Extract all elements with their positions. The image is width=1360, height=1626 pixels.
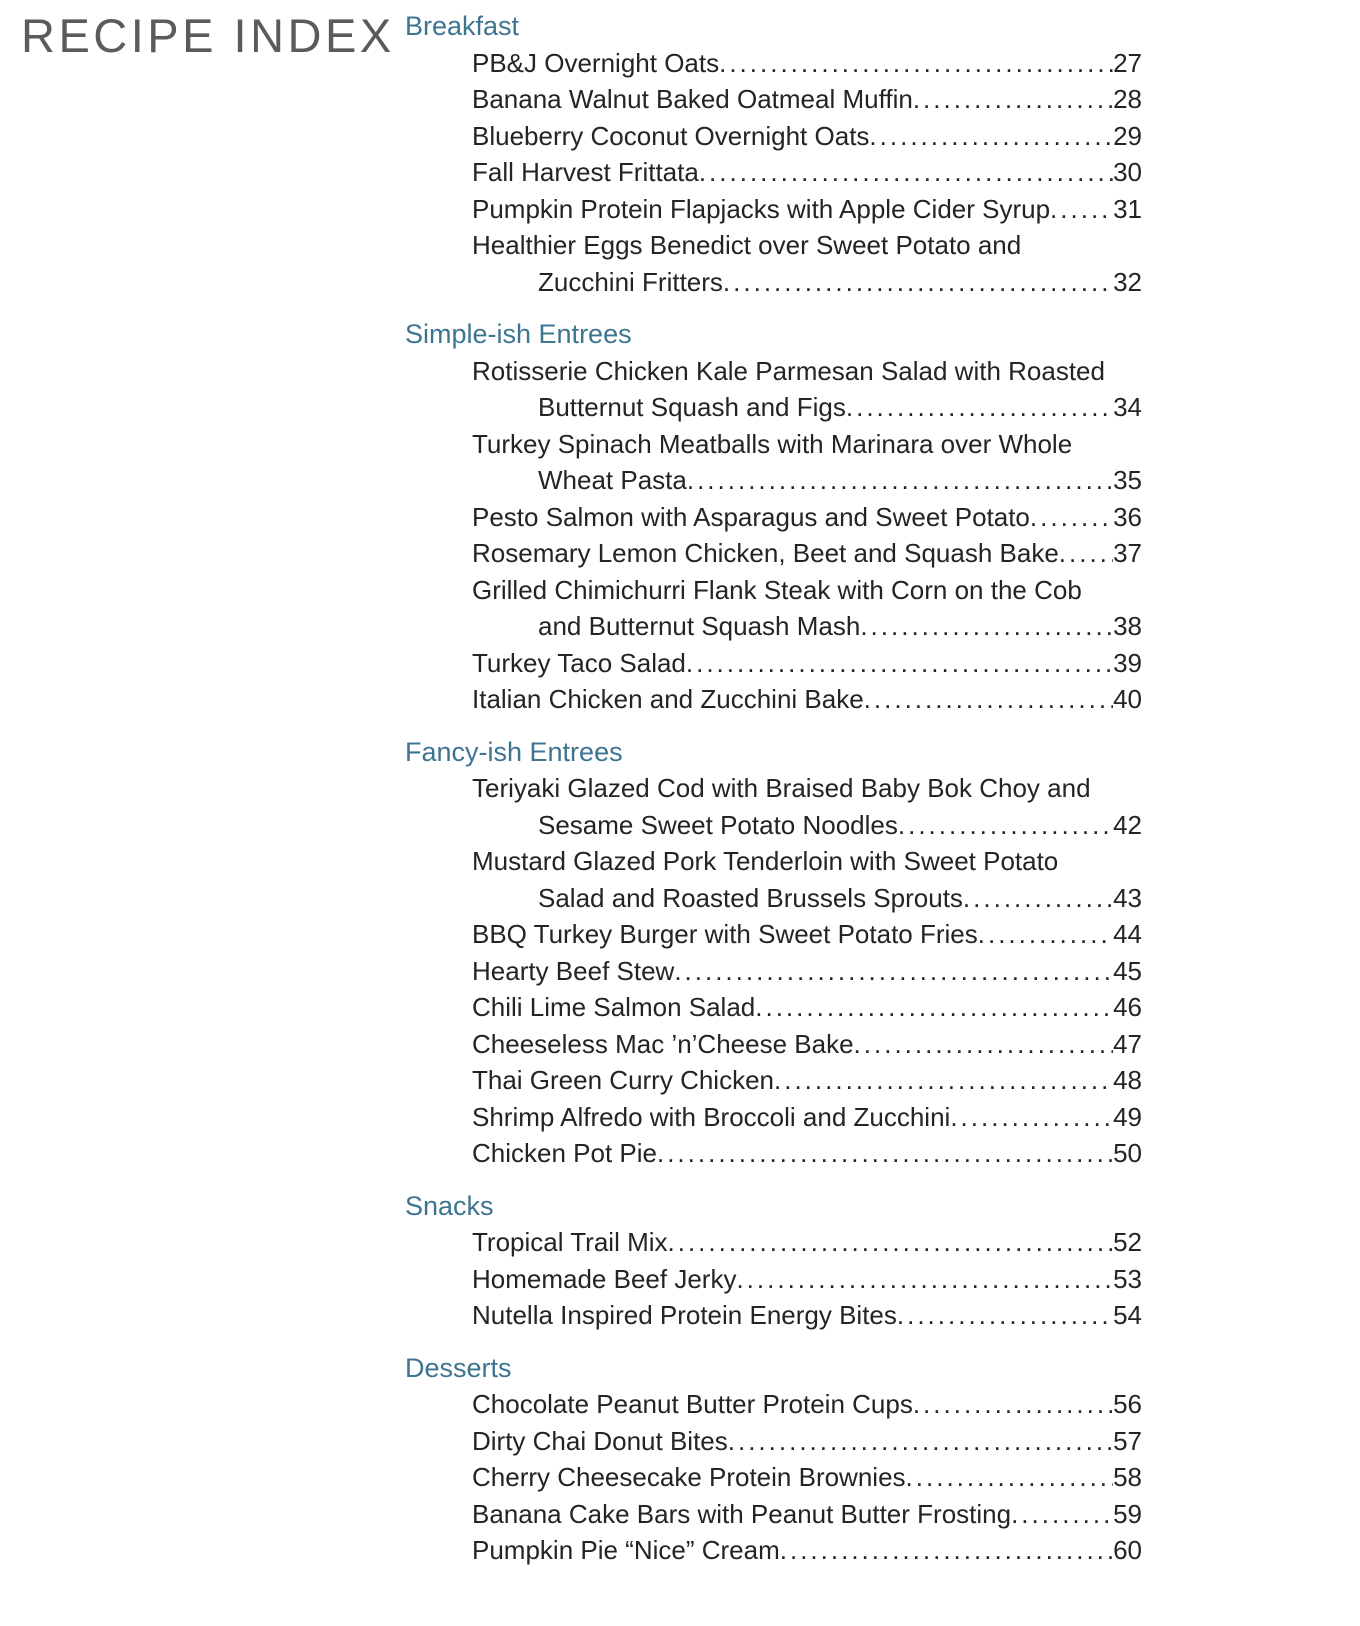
dot-leader — [780, 1532, 1113, 1569]
entry-line — [405, 426, 1142, 463]
page-number: 53 — [1113, 1263, 1142, 1294]
section-entries — [405, 770, 1142, 1172]
toc-entry — [405, 1496, 1142, 1533]
page-number: 46 — [1113, 992, 1142, 1022]
page-number: 60 — [1113, 1535, 1142, 1565]
toc-entry — [405, 1062, 1142, 1099]
page-title: RECIPE INDEX — [21, 9, 395, 62]
dot-leader — [898, 807, 1113, 844]
page-number: 31 — [1113, 193, 1142, 224]
dot-leader — [699, 154, 1113, 191]
toc-entry — [405, 118, 1142, 155]
toc-entry — [405, 1386, 1142, 1423]
entry-line — [405, 191, 1142, 228]
entry-title: Blueberry Coconut Overnight Oats — [472, 120, 870, 151]
toc-entry — [405, 1423, 1142, 1460]
dot-leader — [674, 953, 1113, 990]
entry-title: Chicken Pot Pie — [472, 1138, 657, 1168]
entry-title: Shrimp Alfredo with Broccoli and Zucchini — [472, 1101, 951, 1132]
toc-entry — [405, 1135, 1142, 1172]
entry-title: Teriyaki Glazed Cod with Braised Baby Bok Choy and — [472, 773, 1091, 803]
entry-line — [405, 389, 1142, 426]
section-entries — [405, 1386, 1142, 1569]
toc-entry — [405, 1532, 1142, 1569]
section-entries — [405, 45, 1142, 301]
entry-title: Salad and Roasted Brussels Sprouts — [538, 882, 963, 913]
toc-entry — [405, 572, 1142, 645]
toc-entry — [405, 227, 1142, 300]
entry-title: Hearty Beef Stew — [472, 955, 675, 986]
dot-leader — [913, 81, 1113, 118]
toc-entry — [405, 353, 1142, 426]
page-number: 58 — [1113, 1462, 1142, 1492]
section-heading: Desserts — [405, 1352, 512, 1383]
entry-line — [405, 916, 1142, 953]
page-number: 49 — [1113, 1101, 1142, 1132]
page-number: 30 — [1113, 157, 1142, 187]
toc-section — [405, 1350, 1142, 1569]
toc-section — [405, 8, 1142, 300]
page-number: 27 — [1113, 47, 1142, 78]
section-heading: Breakfast — [405, 11, 520, 41]
toc-entry — [405, 989, 1142, 1026]
entry-line — [405, 227, 1142, 264]
entry-line — [405, 1423, 1142, 1460]
dot-leader — [906, 1459, 1114, 1496]
entry-line — [405, 645, 1142, 682]
entry-title: Mustard Glazed Pork Tenderloin with Sweet Potato — [472, 846, 1059, 876]
dot-leader — [864, 681, 1113, 718]
dot-leader — [1011, 1496, 1113, 1533]
entry-title: Pumpkin Pie “Nice” Cream — [472, 1535, 780, 1565]
dot-leader — [687, 462, 1113, 499]
toc-entry — [405, 154, 1142, 191]
page-number: 28 — [1113, 84, 1142, 114]
dot-leader — [728, 1423, 1113, 1460]
page-number: 43 — [1113, 882, 1142, 913]
page-number: 29 — [1113, 120, 1142, 151]
entry-title: Banana Walnut Baked Oatmeal Muffin — [472, 84, 913, 114]
toc-entry — [405, 1297, 1142, 1334]
entry-title: Homemade Beef Jerky — [472, 1263, 737, 1294]
toc-section — [405, 1188, 1142, 1334]
entry-title: Tropical Trail Mix — [472, 1227, 668, 1257]
entry-line — [405, 807, 1142, 844]
entry-line — [405, 81, 1142, 118]
entry-line — [405, 608, 1142, 645]
page-number: 59 — [1113, 1498, 1142, 1529]
dot-leader — [755, 989, 1113, 1026]
dot-leader — [736, 1261, 1113, 1298]
toc-entry — [405, 191, 1142, 228]
toc-entry — [405, 770, 1142, 843]
entry-title: Chocolate Peanut Butter Protein Cups — [472, 1389, 913, 1419]
dot-leader — [860, 608, 1113, 645]
dot-leader — [963, 880, 1113, 917]
section-entries — [405, 353, 1142, 718]
toc-entry — [405, 81, 1142, 118]
entry-title: Sesame Sweet Potato Noodles — [538, 809, 898, 840]
page-number: 44 — [1113, 919, 1142, 949]
dot-leader — [846, 389, 1113, 426]
dot-leader — [686, 645, 1113, 682]
entry-line — [405, 154, 1142, 191]
entry-title: Cheeseless Mac ’n’Cheese Bake — [472, 1028, 854, 1059]
page-number: 36 — [1113, 501, 1142, 532]
entry-line — [405, 989, 1142, 1026]
toc-entry — [405, 1099, 1142, 1136]
entry-line — [405, 1459, 1142, 1496]
page-number: 37 — [1113, 538, 1142, 568]
entry-title: Rosemary Lemon Chicken, Beet and Squash Bake — [472, 538, 1059, 568]
entry-line — [405, 462, 1142, 499]
page-number: 40 — [1113, 684, 1142, 714]
page-number: 42 — [1113, 809, 1142, 840]
toc-entry — [405, 1224, 1142, 1261]
entry-line — [405, 1496, 1142, 1533]
toc — [405, 8, 1142, 1569]
dot-leader — [657, 1135, 1113, 1172]
entry-title: BBQ Turkey Burger with Sweet Potato Fries — [472, 919, 978, 949]
dot-leader — [723, 264, 1113, 301]
entry-line — [405, 1261, 1142, 1298]
dot-leader — [854, 1026, 1114, 1063]
dot-leader — [719, 45, 1113, 82]
toc-entry — [405, 499, 1142, 536]
entry-title: Cherry Cheesecake Protein Brownies — [472, 1462, 906, 1492]
dot-leader — [869, 118, 1113, 155]
dot-leader — [1050, 191, 1113, 228]
entry-title: Banana Cake Bars with Peanut Butter Frosting — [472, 1498, 1012, 1529]
entry-line — [405, 1224, 1142, 1261]
entry-line — [405, 1062, 1142, 1099]
entry-title: Turkey Spinach Meatballs with Marinara over Whole — [472, 428, 1073, 459]
entry-title: Nutella Inspired Protein Energy Bites — [472, 1300, 897, 1330]
entry-line — [405, 1297, 1142, 1334]
entry-title: Rotisserie Chicken Kale Parmesan Salad with Roasted — [472, 355, 1105, 386]
section-entries — [405, 1224, 1142, 1334]
entry-title: Pesto Salmon with Asparagus and Sweet Potato — [472, 501, 1030, 532]
entry-title: Butternut Squash and Figs — [538, 392, 846, 422]
dot-leader — [1030, 499, 1113, 536]
entry-title: Dirty Chai Donut Bites — [472, 1425, 728, 1456]
entry-title: Italian Chicken and Zucchini Bake — [472, 684, 864, 714]
toc-entry — [405, 681, 1142, 718]
entry-line — [405, 880, 1142, 917]
entry-title: Fall Harvest Frittata — [472, 157, 699, 187]
toc-entry — [405, 1026, 1142, 1063]
entry-title: and Butternut Squash Mash — [538, 611, 861, 641]
entry-title: Turkey Taco Salad — [472, 647, 686, 678]
dot-leader — [913, 1386, 1113, 1423]
toc-entry — [405, 953, 1142, 990]
dot-leader — [897, 1297, 1113, 1334]
toc-entry — [405, 45, 1142, 82]
page-number: 35 — [1113, 465, 1142, 495]
entry-title: Grilled Chimichurri Flank Steak with Corn on the Cob — [472, 574, 1082, 605]
entry-line — [405, 499, 1142, 536]
section-heading: Fancy-ish Entrees — [405, 736, 623, 767]
entry-line — [405, 1099, 1142, 1136]
entry-line — [405, 681, 1142, 718]
toc-entry — [405, 426, 1142, 499]
entry-title: Wheat Pasta — [538, 465, 687, 495]
page-number: 57 — [1113, 1425, 1142, 1456]
page-number: 48 — [1113, 1065, 1142, 1095]
entry-line — [405, 353, 1142, 390]
page-number: 34 — [1113, 392, 1142, 422]
entry-title: Chili Lime Salmon Salad — [472, 992, 756, 1022]
entry-line — [405, 572, 1142, 609]
entry-line — [405, 1026, 1142, 1063]
page-number: 45 — [1113, 955, 1142, 986]
section-heading: Snacks — [405, 1190, 494, 1221]
page-number: 47 — [1113, 1028, 1142, 1059]
dot-leader — [950, 1099, 1113, 1136]
entry-line — [405, 1386, 1142, 1423]
entry-line — [405, 843, 1142, 880]
entry-line — [405, 45, 1142, 82]
page-number: 32 — [1113, 266, 1142, 297]
page-number: 54 — [1113, 1300, 1142, 1330]
toc-entry — [405, 535, 1142, 572]
page-number: 39 — [1113, 647, 1142, 678]
entry-line — [405, 1135, 1142, 1172]
page-number: 38 — [1113, 611, 1142, 641]
page-number: 50 — [1113, 1138, 1142, 1168]
dot-leader — [978, 916, 1113, 953]
entry-line — [405, 118, 1142, 155]
toc-entry — [405, 843, 1142, 916]
entry-title: Healthier Eggs Benedict over Sweet Potato and — [472, 230, 1022, 260]
dot-leader — [668, 1224, 1114, 1261]
entry-title: Zucchini Fritters — [538, 266, 723, 297]
entry-line — [405, 770, 1142, 807]
page-number: 56 — [1113, 1389, 1142, 1419]
dot-leader — [774, 1062, 1113, 1099]
page-number: 52 — [1113, 1227, 1142, 1257]
toc-entry — [405, 645, 1142, 682]
entry-line — [405, 953, 1142, 990]
entry-title: PB&J Overnight Oats — [472, 47, 720, 78]
entry-title: Pumpkin Protein Flapjacks with Apple Cider Syrup — [472, 193, 1051, 224]
dot-leader — [1059, 535, 1113, 572]
entry-line — [405, 264, 1142, 301]
entry-title: Thai Green Curry Chicken — [472, 1065, 774, 1095]
toc-section — [405, 316, 1142, 718]
toc-entry — [405, 1459, 1142, 1496]
toc-section — [405, 734, 1142, 1172]
toc-entry — [405, 916, 1142, 953]
section-heading: Simple-ish Entrees — [405, 319, 632, 349]
entry-line — [405, 1532, 1142, 1569]
toc-entry — [405, 1261, 1142, 1298]
entry-line — [405, 535, 1142, 572]
